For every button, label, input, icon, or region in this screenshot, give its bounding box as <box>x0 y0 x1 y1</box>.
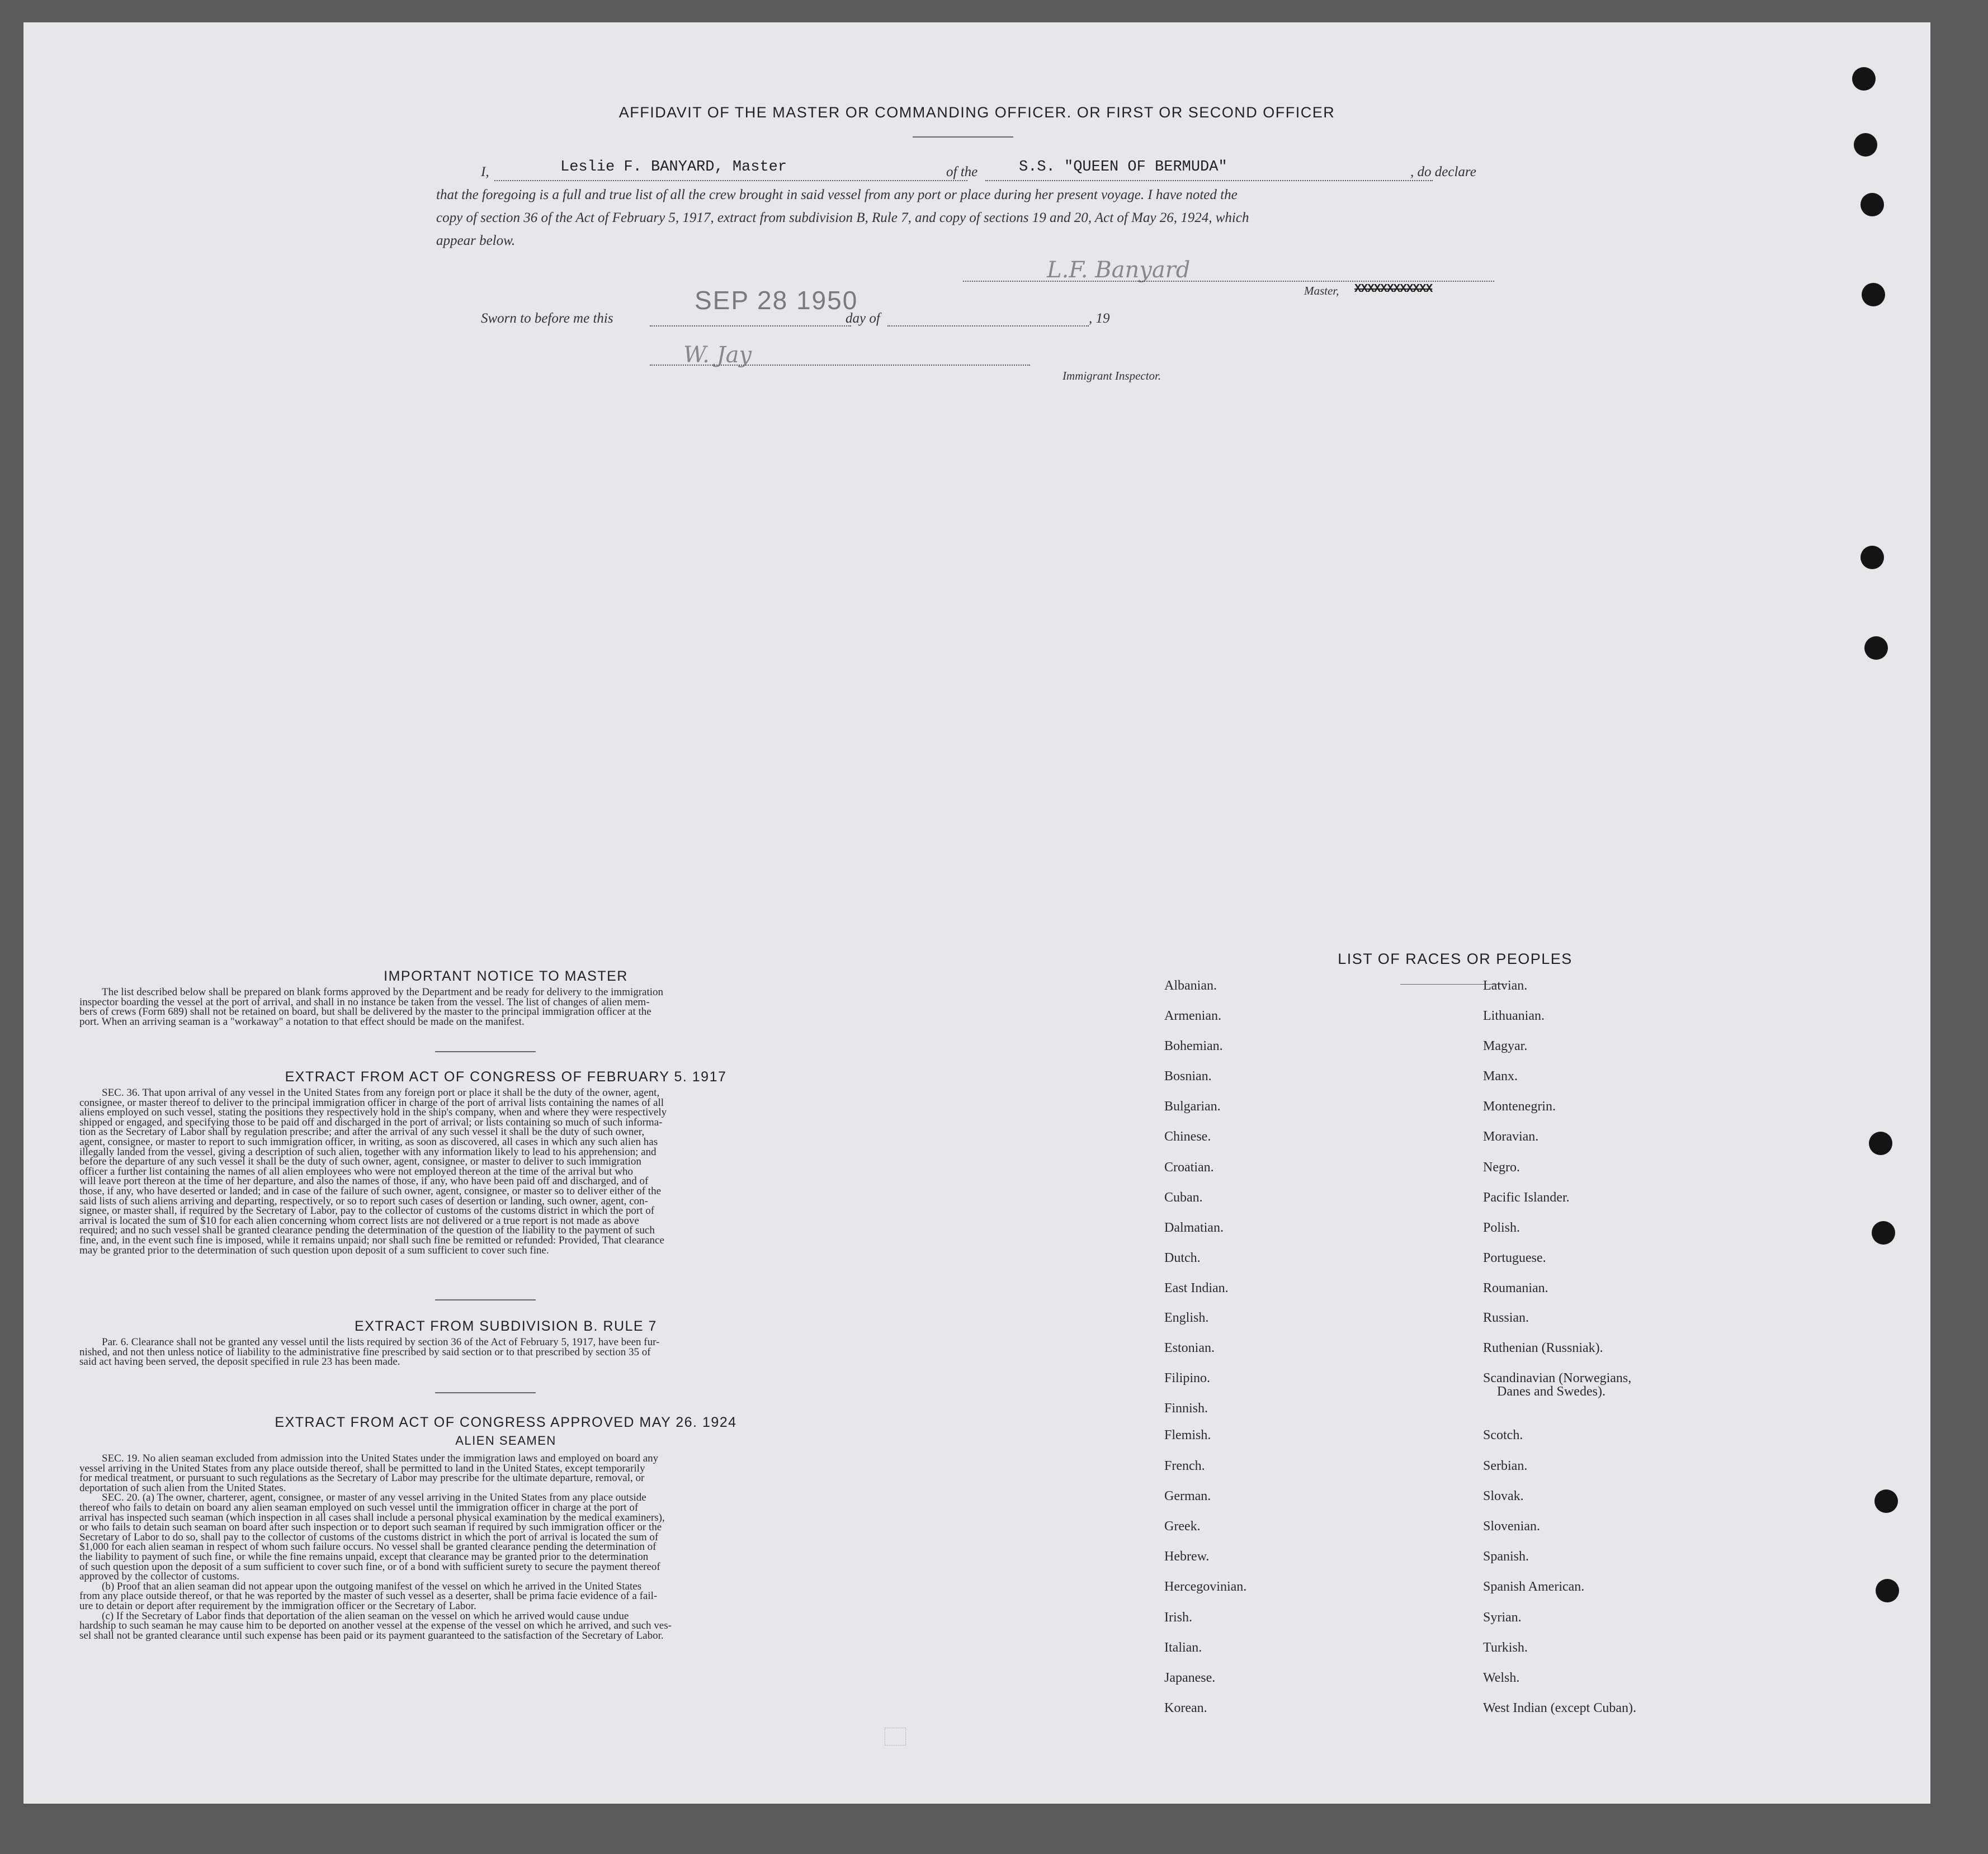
of-the-label: of the <box>946 164 978 179</box>
race-item: Polish. <box>1483 1221 1520 1235</box>
extract-1917-text <box>79 1088 932 1255</box>
dotted-line <box>650 325 851 327</box>
race-item: German. <box>1164 1489 1211 1503</box>
punch-hole <box>1876 1579 1899 1602</box>
race-item: Bohemian. <box>1164 1039 1223 1053</box>
punch-hole <box>1852 67 1876 91</box>
extract-1924-line: or who fails to detain such seaman on board after such inspection or to deport such seaman if required by such immigration officer or the <box>79 1521 662 1534</box>
race-item: Japanese. <box>1164 1671 1216 1685</box>
extract-1924-line: SEC. 20. (a) The owner, charterer, agent, consignee, or master of any vessel arriving in the United States from any place outside <box>102 1492 646 1504</box>
extract-1917-line: shipped or engaged, and specifying those to be paid off and discharged in the port of arrival; or lists containing so much of such informa- <box>79 1116 663 1128</box>
race-item: Roumanian. <box>1483 1281 1548 1295</box>
notice-line: bers of crews (Form 689) shall not be retained on board, but shall be delivered by the master to the principal immigration officer at the <box>79 1006 651 1018</box>
document-sheet <box>23 22 1930 1804</box>
race-item: Chinese. <box>1164 1129 1211 1144</box>
extract-1924-line: vessel arriving in the United States from any place outside thereof, shall be permitted to land in the United States, except temporarily <box>79 1462 645 1474</box>
race-item: Armenian. <box>1164 1009 1221 1023</box>
race-item: Scandinavian (Norwegians, <box>1483 1371 1632 1385</box>
struck-title: XXXXXXXXXXXX <box>1354 283 1433 296</box>
dotted-line <box>494 180 967 181</box>
signature-line <box>963 281 1494 282</box>
extract-1917-line: illegally landed from the vessel, giving a description of such alien, together with any information likely to lead to his apprehension; and <box>79 1146 657 1158</box>
extract-1924-text <box>79 1454 932 1640</box>
race-item: Portuguese. <box>1483 1251 1546 1265</box>
affidavit-line2: that the foregoing is a full and true list of all the crew brought in said vessel from any port or place during her present voyage. I have noted the <box>436 187 1238 202</box>
race-item: Dalmatian. <box>1164 1221 1224 1235</box>
extract-1917-line: aliens employed on such vessel, stating the positions they respectively hold in the ship's company, when and where they were respectively <box>79 1106 667 1119</box>
extract-1917-line: said lists of such aliens arriving and departing, respectively, or so to report such cases of desertion or landing, such owner, agent, con- <box>79 1195 648 1207</box>
extract-1924-line: deportation of such alien from the United States. <box>79 1482 286 1494</box>
race-item: Ruthenian (Russniak). <box>1483 1341 1603 1355</box>
extract-1917-line: signee, or master shall, if required by the Secretary of Labor, pay to the collector of customs of the customs district in which the port of <box>79 1205 655 1217</box>
inspector-signature: W. Jay <box>683 342 752 368</box>
race-item: Irish. <box>1164 1610 1192 1625</box>
race-item: Hebrew. <box>1164 1549 1210 1564</box>
master-label: Master, <box>1304 284 1339 297</box>
extract-1924-line: $1,000 for each alien seaman in respect of whom such failure occurs. No vessel shall be granted clearance pending the determination of <box>79 1541 657 1553</box>
punch-hole <box>1862 283 1885 306</box>
extract-1917-line: tion as the Secretary of Labor shall by regulation prescribe; and after the arrival of any such vessel it shall be the duty of such owner, <box>79 1126 645 1138</box>
dotted-line <box>887 325 1089 327</box>
notice-text <box>79 987 932 1027</box>
race-item: Greek. <box>1164 1519 1201 1534</box>
race-item: Scotch. <box>1483 1428 1523 1442</box>
extract-1924-line: (b) Proof that an alien seaman did not appear upon the outgoing manifest of the vessel on which he arrived in the United States <box>102 1580 642 1592</box>
extract-1917-line: consignee, or master thereof to deliver to the principal immigration officer in charge of the port of arrival lists containing the names of all <box>79 1096 664 1109</box>
extract-1917-line: fine, and, in the event such fine is imposed, while it remains unpaid; nor shall such fine be remitted or refunded: Provided, That clearance <box>79 1234 664 1246</box>
race-item: Bosnian. <box>1164 1069 1212 1084</box>
rule7-title: EXTRACT FROM SUBDIVISION B. RULE 7 <box>355 1318 657 1334</box>
race-item: Welsh. <box>1483 1671 1520 1685</box>
extract-1924-line: sel shall not be granted clearance until such expense has been paid or its payment guaranteed to the satisfaction of the Secretary of Labor. <box>79 1629 664 1642</box>
race-item: Flemish. <box>1164 1428 1211 1442</box>
vessel-name: S.S. "QUEEN OF BERMUDA" <box>1019 159 1227 176</box>
races-title: LIST OF RACES OR PEOPLES <box>1338 950 1573 967</box>
punch-hole <box>1864 636 1888 660</box>
extract-1924-title: EXTRACT FROM ACT OF CONGRESS APPROVED MAY 26. 1924 <box>275 1415 737 1430</box>
master-signature: L.F. Banyard <box>1047 257 1191 283</box>
race-item: Slovenian. <box>1483 1519 1540 1534</box>
extract-1917-line: those, if any, who have deserted or landed; and in case of the failure of such owner, agent, consignee, or master so to deliver either of the <box>79 1185 661 1197</box>
race-item: Serbian. <box>1483 1459 1528 1473</box>
day-of-label: day of <box>846 311 880 326</box>
year-label: , 19 <box>1089 311 1110 326</box>
section-divider <box>435 1392 536 1393</box>
race-item: English. <box>1164 1311 1209 1325</box>
race-item: Italian. <box>1164 1640 1202 1655</box>
punch-hole <box>1874 1489 1898 1513</box>
sworn-label: Sworn to before me this <box>481 311 613 326</box>
affidavit-line4: appear below. <box>436 233 516 248</box>
race-item: Turkish. <box>1483 1640 1528 1655</box>
extract-1917-line: may be granted prior to the determination of such question upon deposit of a sum sufficient to cover such fine. <box>79 1244 549 1256</box>
punch-hole <box>1860 546 1884 569</box>
race-item: Manx. <box>1483 1069 1518 1084</box>
rule7-line: nished, and not then unless notice of liability to the administrative fine prescribed by said section or to that prescribed by section 35 of <box>79 1346 651 1358</box>
extract-1924-line: SEC. 19. No alien seaman excluded from admission into the United States under the immigration laws and employed on board any <box>102 1453 659 1464</box>
race-item: Finnish. <box>1164 1401 1208 1416</box>
race-item: Moravian. <box>1483 1129 1539 1144</box>
title-divider <box>913 136 1013 138</box>
extract-1924-line: (c) If the Secretary of Labor finds that deportation of the alien seaman on the vessel on which he arrived would cause undue <box>102 1610 629 1622</box>
extract-1924-line: approved by the collector of customs. <box>79 1571 239 1583</box>
extract-1917-line: will leave port thereon at the time of her departure, and also the names of those, if any, who have been paid off and discharged, and of <box>79 1175 649 1188</box>
race-item: Dutch. <box>1164 1251 1201 1265</box>
section-divider <box>435 1051 536 1052</box>
notice-title: IMPORTANT NOTICE TO MASTER <box>384 968 628 984</box>
race-item: Spanish. <box>1483 1549 1529 1564</box>
extract-1924-line: from any place outside thereof, or that he was reported by the master of such vessel as a deserter, shall be prima facie evidence of a fail- <box>79 1590 658 1602</box>
extract-1924-line: arrival has inspected such seaman (which inspection in all cases shall include a personal physical examination by the medical examiners), <box>79 1511 665 1524</box>
race-item: Bulgarian. <box>1164 1099 1221 1114</box>
race-item: Croatian. <box>1164 1160 1214 1175</box>
punch-hole <box>1872 1221 1895 1245</box>
race-item: Syrian. <box>1483 1610 1522 1625</box>
race-item: Negro. <box>1483 1160 1520 1175</box>
race-item: East Indian. <box>1164 1281 1229 1295</box>
race-item: Slovak. <box>1483 1489 1524 1503</box>
section-divider <box>435 1299 536 1300</box>
master-name: Leslie F. BANYARD, Master <box>560 159 787 176</box>
extract-1917-line: agent, consignee, or master to report to such immigration officer, in writing, as soon as discovered, all cases in which any such alien has <box>79 1136 658 1148</box>
extract-1924-line: of such question upon the deposit of a sum sufficient to cover such fine, or of a bond with sufficient surety to secure the payment thereof <box>79 1560 660 1573</box>
notice-line: inspector boarding the vessel at the port of arrival, and shall in no instance be taken from the vessel. The list of changes of alien mem- <box>79 996 650 1008</box>
race-item: Lithuanian. <box>1483 1009 1545 1023</box>
extract-1917-line: officer a further list containing the names of all alien employees who were not employed thereon at the time of the arrival but who <box>79 1165 633 1177</box>
extract-1924-line: thereof who fails to detain on board any alien seaman employed on such vessel until the immigration officer in charge at the port of <box>79 1501 639 1514</box>
race-item: Montenegrin. <box>1483 1099 1556 1114</box>
rule7-line: said act having been served, the deposit specified in rule 23 has been made. <box>79 1356 400 1368</box>
rule7-line: Par. 6. Clearance shall not be granted any vessel until the lists required by section 36 of the Act of February 5, 1917, have been fur- <box>102 1336 660 1348</box>
race-item: Estonian. <box>1164 1341 1215 1355</box>
affidavit-prefix: I, <box>481 164 489 179</box>
extract-1917-title: EXTRACT FROM ACT OF CONGRESS OF FEBRUARY 5. 1917 <box>285 1069 727 1085</box>
affidavit-line3: copy of section 36 of the Act of February 5, 1917, extract from subdivision B, Rule 7, and copy of sections 19 and 20, Act of May 26, 1924, which <box>436 210 1249 225</box>
rule7-text <box>79 1337 932 1367</box>
race-item: French. <box>1164 1459 1205 1473</box>
race-item: Danes and Swedes). <box>1497 1384 1605 1399</box>
race-item: West Indian (except Cuban). <box>1483 1701 1636 1715</box>
race-item: Pacific Islander. <box>1483 1190 1570 1205</box>
extract-1917-line: before the departure of any such vessel it shall be the duty of such owner, agent, consignee, or master to deliver to such immigration <box>79 1156 641 1168</box>
notice-line: port. When an arriving seaman is a "workaway" a notation to that effect should be made on the manifest. <box>79 1015 525 1028</box>
extract-1924-line: ure to detain or deport after requirement by the immigration officer or the Secretary of Labor. <box>79 1600 476 1612</box>
punch-hole <box>1869 1132 1892 1155</box>
extract-1924-line: Secretary of Labor to do so, shall pay to the collector of customs of the customs district in which the port of arrival is located the sum of <box>79 1531 659 1543</box>
race-item: Latvian. <box>1483 978 1528 993</box>
punch-hole <box>1860 193 1884 216</box>
dotted-line <box>985 180 1433 181</box>
race-item: Magyar. <box>1483 1039 1528 1053</box>
race-item: Albanian. <box>1164 978 1217 993</box>
archive-mark <box>885 1728 906 1746</box>
race-item: Russian. <box>1483 1311 1529 1325</box>
notice-line: The list described below shall be prepared on blank forms approved by the Department and be ready for delivery to the immigration <box>102 986 664 998</box>
extract-1917-line: arrival is located the sum of $10 for each alien concerning whom correct lists are not delivered or a true report is not made as above <box>79 1214 639 1227</box>
date-stamp: SEP 28 1950 <box>695 286 858 315</box>
extract-1924-line: the liability to payment of such fine, or while the fine remains unpaid, except that clearance may be granted prior to the determination <box>79 1550 649 1563</box>
race-item: Cuban. <box>1164 1190 1203 1205</box>
affidavit-title: AFFIDAVIT OF THE MASTER OR COMMANDING OFFICER. OR FIRST OR SECOND OFFICER <box>618 104 1335 121</box>
punch-hole <box>1854 133 1877 157</box>
extract-1924-line: for medical treatment, or pursuant to such regulations as the Secretary of Labor may prescribe for the ultimate departure, removal, or <box>79 1472 645 1484</box>
race-item: Filipino. <box>1164 1371 1211 1385</box>
do-declare-label: , do declare <box>1410 164 1476 179</box>
extract-1924-line: hardship to such seaman he may cause him to be deported on another vessel at the expense of the vessel on which he arrived, and such ves- <box>79 1620 672 1632</box>
inspector-line <box>650 365 1030 366</box>
extract-1917-line: required; and no such vessel shall be granted clearance pending the determination of the question of the liability to the payment of such <box>79 1224 655 1237</box>
alien-seamen-subtitle: ALIEN SEAMEN <box>455 1434 556 1448</box>
race-item: Spanish American. <box>1483 1579 1585 1594</box>
race-item: Hercegovinian. <box>1164 1579 1247 1594</box>
extract-1917-line: SEC. 36. That upon arrival of any vessel in the United States from any foreign port or place it shall be the duty of the owner, agent, <box>102 1087 660 1099</box>
race-item: Korean. <box>1164 1701 1207 1715</box>
inspector-label: Immigrant Inspector. <box>1063 369 1161 382</box>
